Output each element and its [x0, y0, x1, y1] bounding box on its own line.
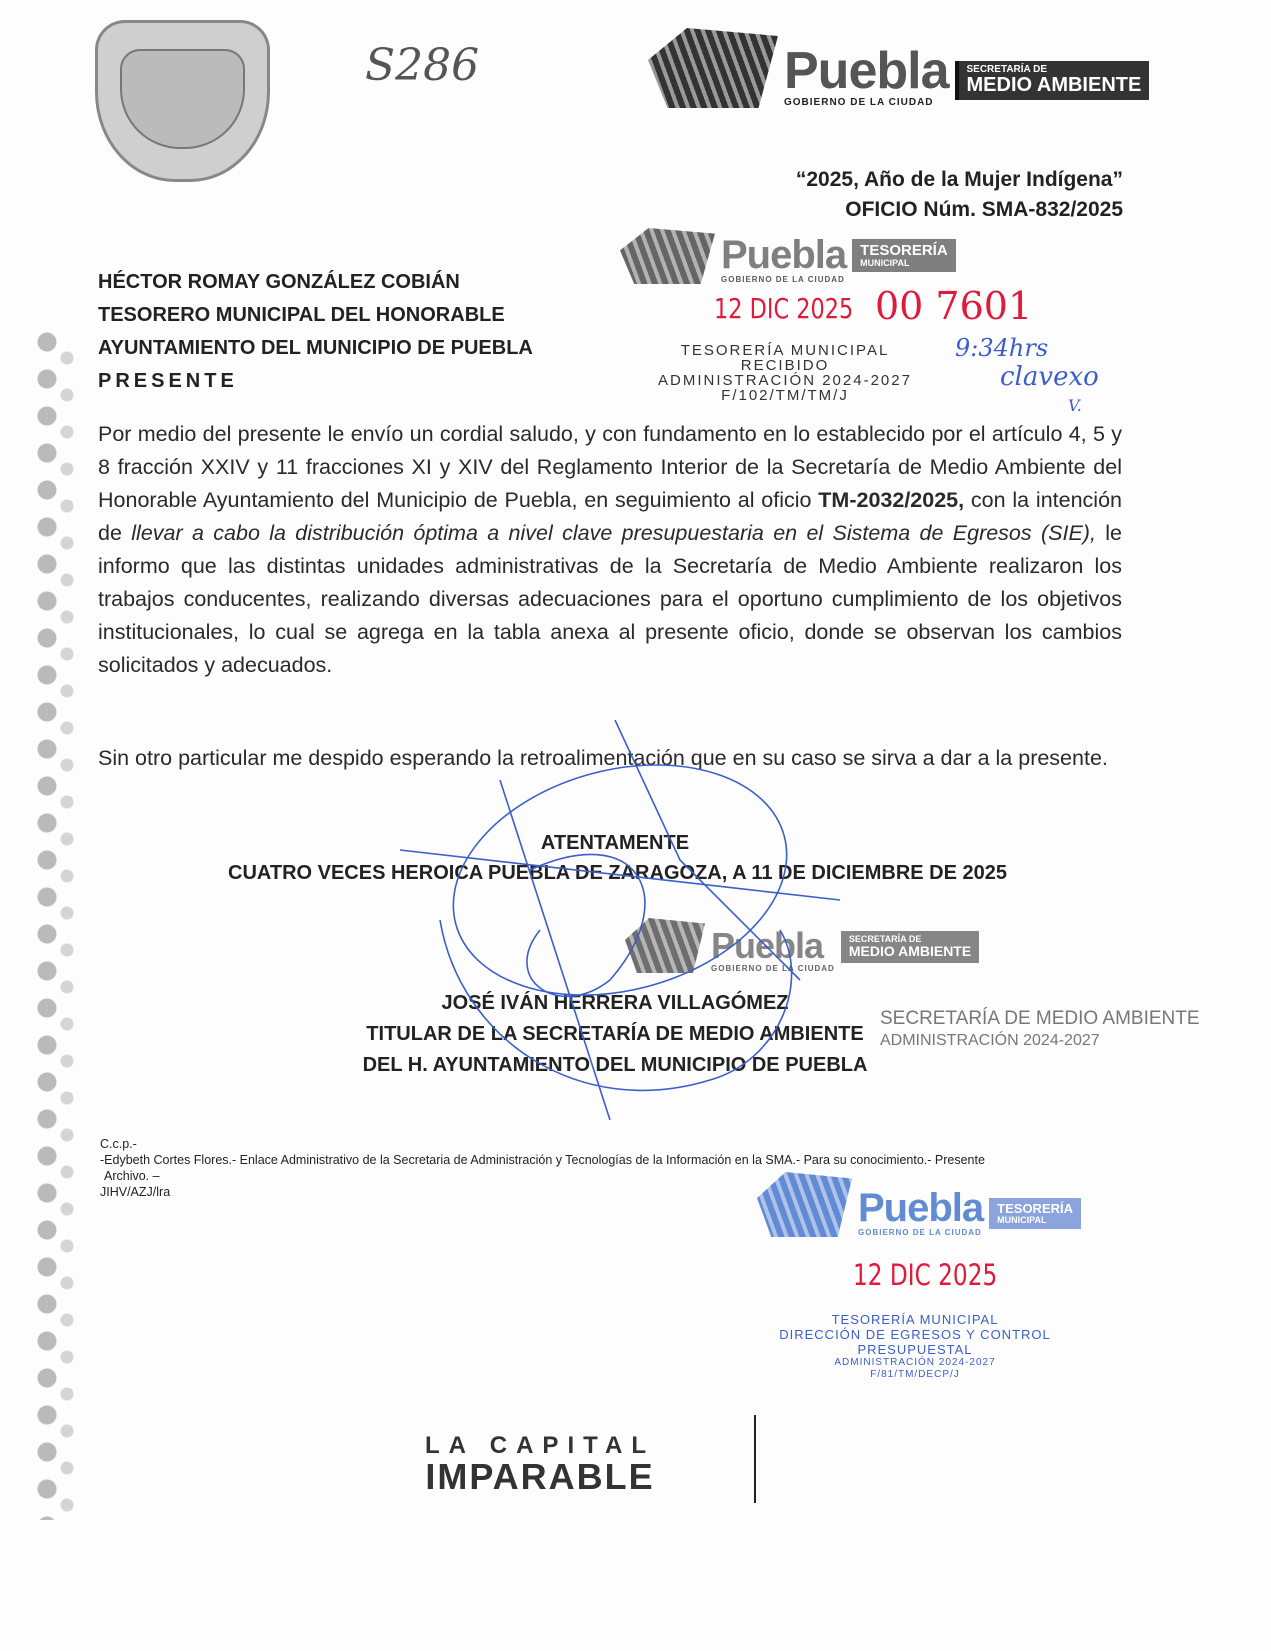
handwritten-registry-number: 00 7601	[875, 284, 1033, 328]
ccp-line: JIHV/AZJ/lra	[100, 1185, 171, 1199]
egresos-date: 12 DIC 2025	[853, 1258, 998, 1292]
received-stamp-text	[655, 343, 915, 403]
logo-dept1: SECRETARÍA DE	[848, 933, 922, 944]
logo-dept1: SECRETARÍA DE	[966, 63, 1048, 75]
stamp-line: PRESUPUESTAL	[857, 1342, 973, 1357]
stamp-line: TESORERÍA MUNICIPAL	[680, 342, 890, 359]
logo-city: Puebla	[858, 1186, 984, 1230]
logo-dept2: MEDIO AMBIENTE	[848, 943, 972, 960]
ccp-label: C.c.p.-	[100, 1137, 137, 1151]
city-seal	[95, 20, 270, 182]
tesoreria-stamp-logo	[620, 228, 956, 284]
recipient-presente: PRESENTE	[98, 370, 238, 392]
stamp-line: ADMINISTRACIÓN 2024-2027	[658, 372, 912, 389]
logo-dept1: TESORERÍA	[860, 241, 948, 259]
text: Por medio del presente le envío un cordial saludo, y con fundamento en lo establecido por el artículo 4, 5 y 8 fracción XXIV y 11 fracciones XI y XIV del Reglamento Interior de la Secretaría de Medio Ambiente del Honorable Ayuntamiento del Municipio de Puebla, en seguimiento al oficio	[98, 422, 1122, 512]
egresos-stamp-text	[775, 1312, 1055, 1381]
body-paragraph	[98, 418, 1122, 682]
signer-title: DEL H. AYUNTAMIENTO DEL MUNICIPIO DE PUEBLA	[362, 1054, 868, 1076]
ccp-line: -Edybeth Cortes Flores.- Enlace Administrativo de la Secretaria de Administración y Tecnologías de la Información en la SMA.- Para su conocimiento.- Presente	[100, 1153, 985, 1167]
slogan-line1: LA CAPITAL	[425, 1432, 655, 1459]
decorative-border	[35, 330, 80, 1520]
logo-gov: GOBIERNO DE LA CIUDAD	[711, 964, 835, 973]
stamp-line: DIRECCIÓN DE EGRESOS Y CONTROL	[779, 1327, 1051, 1342]
logo-dept2: MEDIO AMBIENTE	[966, 74, 1142, 96]
logo-dept1: TESORERÍA	[997, 1200, 1073, 1216]
handwritten-time: 9:34hrs	[955, 334, 1049, 362]
recipient-block	[98, 266, 533, 398]
logo-city: Puebla	[784, 42, 949, 100]
logo-dept2: MUNICIPAL	[997, 1214, 1047, 1225]
slogan-line2: IMPARABLE	[425, 1456, 655, 1497]
puebla-logo-icon	[648, 28, 778, 108]
signature	[380, 720, 840, 1130]
ccp-line: Archivo. –	[104, 1169, 160, 1183]
oficio-number: OFICIO Núm. SMA-832/2025	[845, 198, 1123, 221]
egresos-stamp-logo	[757, 1172, 1081, 1237]
stamp-line: TESORERÍA MUNICIPAL	[831, 1312, 999, 1327]
recipient-title: TESORERO MUNICIPAL DEL HONORABLE	[98, 304, 505, 326]
stamp-line: F/81/TM/DECP/J	[870, 1369, 960, 1380]
received-date: 12 DIC 2025	[714, 292, 854, 325]
logo-gov: GOBIERNO DE LA CIUDAD	[858, 1228, 982, 1237]
stamp-line: ADMINISTRACIÓN 2024-2027	[834, 1357, 996, 1368]
logo-gov: GOBIERNO DE LA CIUDAD	[784, 97, 934, 108]
signer-name: JOSÉ IVÁN HERRERA VILLAGÓMEZ	[441, 992, 789, 1014]
recipient-name: HÉCTOR ROMAY GONZÁLEZ COBIÁN	[98, 271, 460, 293]
logo-dept2: MUNICIPAL	[860, 257, 910, 268]
stamp-line: ADMINISTRACIÓN 2024-2027	[880, 1032, 1100, 1049]
place-date: CUATRO VECES HEROICA PUEBLA DE ZARAGOZA, A 11 DE DICIEMBRE DE 2025	[228, 862, 1008, 884]
signer-title: TITULAR DE LA SECRETARÍA DE MEDIO AMBIENTE	[366, 1023, 864, 1045]
text: con la intención de	[98, 488, 1122, 545]
logo-city: Puebla	[711, 925, 824, 966]
stamp-line: RECIBIDO	[740, 357, 830, 374]
stamp-line: F/102/TM/TM/J	[721, 387, 849, 404]
logo-city: Puebla	[721, 233, 847, 277]
footer-divider	[754, 1415, 756, 1503]
handwritten-note: clavexo	[1000, 362, 1099, 392]
year-motto: “2025, Año de la Mujer Indígena”	[795, 168, 1123, 191]
logo-gov: GOBIERNO DE LA CIUDAD	[721, 275, 845, 284]
puebla-logo-icon	[757, 1172, 852, 1237]
footer-slogan	[425, 1432, 655, 1497]
closing-paragraph: Sin otro particular me despido esperando la retroalimentación que en su caso se sirva a dar a la presente.	[98, 746, 1108, 770]
reference-oficio: TM-2032/2025,	[818, 488, 965, 512]
stamp-line: SECRETARÍA DE MEDIO AMBIENTE	[880, 1008, 1200, 1029]
handwritten-initial: V.	[1068, 396, 1082, 415]
puebla-logo-icon	[620, 228, 715, 284]
recipient-title: AYUNTAMIENTO DEL MUNICIPIO DE PUEBLA	[98, 337, 533, 359]
text-italic: llevar a cabo la distribución óptima a nivel clave presupuestaria en el Sistema de Egresos (SIE),	[131, 521, 1096, 545]
text: le informo que las distintas unidades administrativas de la Secretaría de Medio Ambiente realizaron los trabajos conducentes, realizando diversas adecuaciones para el oportuno cumplimiento de los objetivos institucionales, lo cual se agrega en la tabla anexa al presente oficio, donde se observan los cambios solicitados y adecuados.	[98, 521, 1123, 677]
header-logo	[648, 28, 1149, 108]
handwritten-folio: S286	[365, 40, 480, 91]
atentamente: ATENTAMENTE	[540, 832, 690, 854]
